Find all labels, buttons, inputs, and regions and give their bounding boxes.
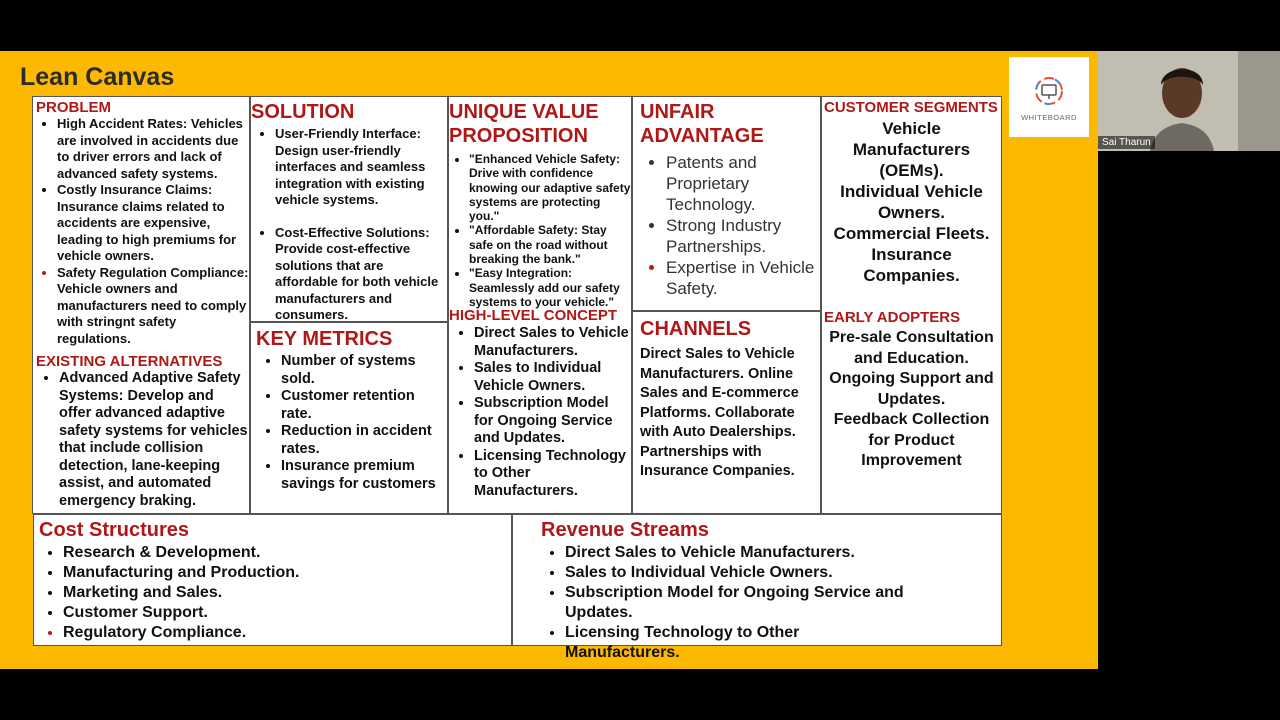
list-item: • Reduction in accident rates. [281,423,447,458]
list-item: • Strong Industry Partnerships. [666,215,820,257]
list-item: • Direct Sales to Vehicle Manufacturers. [565,543,905,563]
whiteboard-icon [1009,57,1089,137]
revenue-streams-box [512,514,1002,661]
list-item: • Marketing and Sales. [63,583,511,603]
existing-alternatives-heading: EXISTING ALTERNATIVES [36,353,223,370]
list-item: • Research & Development. [63,543,511,563]
list-item: • Regulatory Compliance. [63,623,511,643]
revenue-streams-list [513,543,905,663]
list-item: • Sales to Individual Vehicle Owners. [474,360,631,395]
channels-text: Direct Sales to Vehicle Manufacturers. Online Sales and E-commerce Platforms. Collaborate with Auto Dealerships. Partnerships with Insurance Companies. [640,346,799,479]
channels-box [632,311,821,514]
early-adopters-text [822,326,1001,472]
list-item: • Customer Support. [63,603,511,623]
solution-heading: SOLUTION [251,101,355,123]
list-item: • "Affordable Safety: Stay safe on the road without breaking the bank." [469,223,631,266]
list-item: • Customer retention rate. [281,388,447,423]
key-metrics-heading: KEY METRICS [256,328,393,350]
cost-structures-heading: Cost Structures [39,519,190,541]
unfair-advantage-box [632,96,821,311]
list-item: • User-Friendly Interface: Design user-friendly interfaces and seamless integration with existing vehicle systems. [275,126,447,209]
channels-heading: CHANNELS [640,318,752,340]
high-level-concept-list [449,325,631,500]
segment-line: Individual Vehicle Owners. [840,182,983,222]
revenue-streams-heading: Revenue Streams [541,519,709,541]
key-metrics-list [251,353,447,493]
list-item: • Manufacturing and Production. [63,563,511,583]
uvp-box [448,96,632,514]
customer-segments-box [821,96,1002,514]
uvp-list [449,152,631,309]
list-item: • Sales to Individual Vehicle Owners. [565,563,905,583]
segment-line: Commercial Fleets. [833,224,990,243]
list-item: • Subscription Model for Ongoing Service and Updates. [474,395,631,448]
problem-box [32,96,250,514]
solution-list [251,126,447,324]
key-metrics-box [250,322,448,514]
slide-title: Lean Canvas [20,63,175,91]
solution-box [250,96,448,322]
problem-list [33,116,249,347]
segment-line: Insurance Companies. [863,245,960,285]
list-item: • Patents and Proprietary Technology. [666,152,820,215]
adopter-line: Feedback Collection for Product Improvement [833,411,990,469]
cost-structures-box [33,514,512,646]
list-item: • Safety Regulation Compliance: Vehicle owners and manufacturers need to comply with stringnt safety regulations. [57,265,249,348]
list-item: • "Enhanced Vehicle Safety: Drive with confidence knowing our adaptive safety systems are protecting you." [469,152,631,223]
existing-alternatives-list [33,370,249,510]
uvp-heading: UNIQUE VALUE PROPOSITION [449,101,599,147]
list-item: • Costly Insurance Claims: Insurance claims related to accidents are expensive, leading to high premiums for vehicle owners. [57,182,249,265]
list-item: • Subscription Model for Ongoing Service and Updates. [565,583,905,623]
cost-structures-list [34,543,511,643]
list-item: • "Easy Integration: Seamlessly add our safety systems to your vehicle." [469,266,631,309]
unfair-advantage-heading: UNFAIR ADVANTAGE [640,101,764,147]
unfair-advantage-list [633,152,820,299]
list-item: • Cost-Effective Solutions: Provide cost-effective solutions that are affordable for both vehicle manufacturers and consumers. [275,225,447,324]
list-item: • Insurance premium savings for customers [281,458,447,493]
early-adopters-heading: EARLY ADOPTERS [824,309,961,326]
whiteboard-label: WHITEBOARD [1021,113,1077,122]
segment-line: Vehicle Manufacturers (OEMs). [852,119,971,180]
list-item: • Number of systems sold. [281,353,447,388]
presentation-slide [0,51,1098,669]
adopter-line: Ongoing Support and Updates. [829,370,994,408]
list-item: • Licensing Technology to Other Manufacturers. [474,448,631,501]
customer-segments-text [822,116,1001,286]
list-item: • Advanced Adaptive Safety Systems: Develop and offer advanced adaptive safety systems for vehicles that include collision detection, lane-keeping assist, and automated emergency braking. [59,370,249,510]
whiteboard-logo[interactable] [1009,57,1089,137]
problem-heading: PROBLEM [36,99,111,116]
adopter-line: Pre-sale Consultation and Education. [829,329,994,367]
list-item: • Direct Sales to Vehicle Manufacturers. [474,325,631,360]
participant-name-label: Sai Tharun [1098,136,1155,149]
list-item: • High Accident Rates: Vehicles are involved in accidents due to driver errors and lack of advanced safety systems. [57,116,249,182]
customer-segments-heading: CUSTOMER SEGMENTS [824,99,998,116]
high-level-concept-heading: HIGH-LEVEL CONCEPT [449,307,618,324]
list-item: • Licensing Technology to Other Manufacturers. [565,623,905,663]
list-item: • Expertise in Vehicle Safety. [666,257,820,299]
